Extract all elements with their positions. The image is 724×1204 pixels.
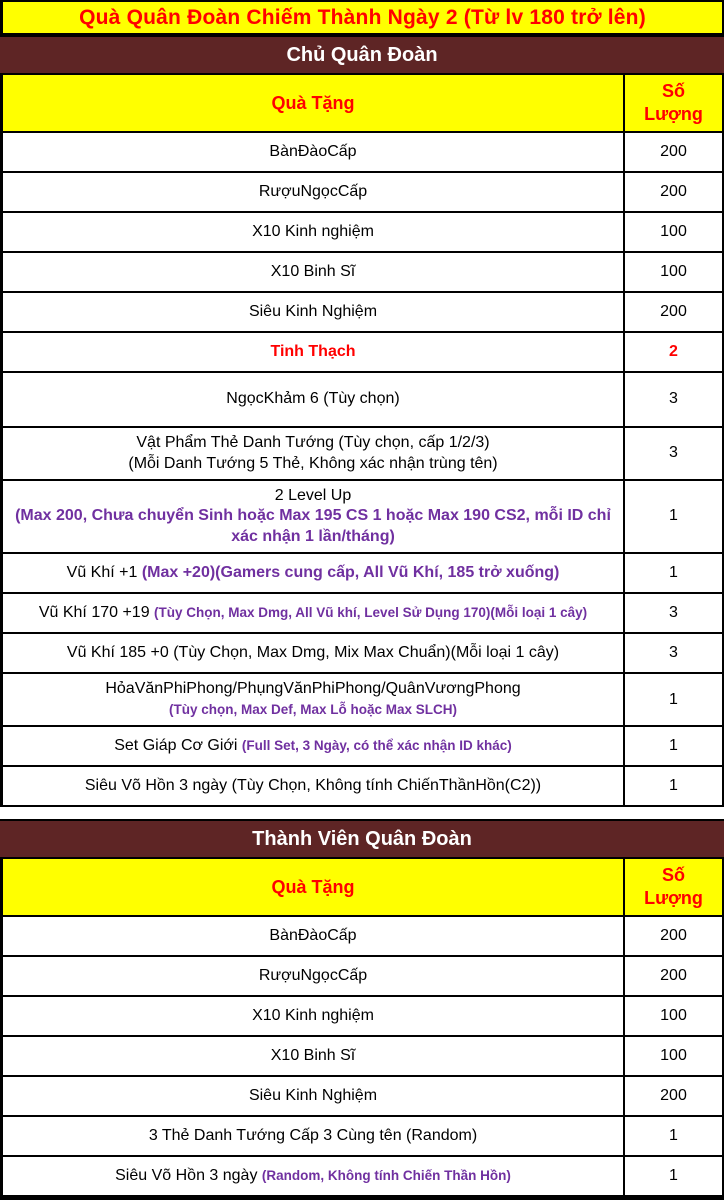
quantity-value: 100 — [660, 222, 687, 240]
gift-segment: Set Giáp Cơ Giới — [114, 737, 242, 755]
gift-cell — [3, 997, 625, 1035]
quantity-cell — [625, 133, 722, 171]
quantity-value: 3 — [669, 390, 678, 408]
reward-sections — [0, 35, 724, 1197]
quantity-cell — [625, 481, 722, 552]
table-row — [3, 1157, 722, 1197]
gift-segment: Vũ Khí 170 +19 — [38, 604, 155, 622]
gift-segment: (Tùy chọn, Max Def, Max Lỗ hoặc Max SLCH) — [168, 701, 458, 717]
table-row — [3, 1077, 722, 1117]
quantity-value: 200 — [660, 302, 687, 320]
section-thanh-vien-quan-doan — [0, 819, 724, 1197]
quantity-cell — [625, 333, 722, 371]
gift-text — [128, 433, 497, 474]
gift-segment: RượuNgọcCấp — [258, 182, 368, 200]
column-header-gift-label: Quà Tặng — [271, 92, 355, 113]
gift-text — [249, 302, 377, 322]
table-row — [3, 674, 722, 727]
gift-segment: (Random, Không tính Chiến Thần Hồn) — [261, 1168, 511, 1184]
gift-cell — [3, 428, 625, 479]
quantity-cell — [625, 957, 722, 995]
gift-text — [39, 603, 587, 623]
table-row — [3, 173, 722, 213]
gift-cell — [3, 293, 625, 331]
quantity-value: 1 — [669, 690, 678, 708]
gift-segment: (Full Set, 3 Ngày, có thể xác nhận ID khác) — [241, 738, 512, 754]
quantity-cell — [625, 997, 722, 1035]
gift-segment: Vũ Khí +1 — [66, 564, 142, 582]
gift-text — [252, 1006, 374, 1026]
page-title: Quà Quân Đoàn Chiếm Thành Ngày 2 (Từ lv 180 trở lên) — [0, 0, 724, 35]
quantity-value: 100 — [660, 1007, 687, 1025]
gift-cell — [3, 634, 625, 672]
gift-segment: Siêu Võ Hồn 3 ngày (Tùy Chọn, Không tính ChiếnThầnHồn(C2)) — [84, 777, 542, 795]
gift-cell — [3, 727, 625, 765]
quantity-cell — [625, 428, 722, 479]
gift-cell — [3, 554, 625, 592]
gift-segment: BànĐàoCấp — [269, 927, 357, 945]
quantity-cell — [625, 1117, 722, 1155]
table-row — [3, 767, 722, 807]
gift-segment: Vật Phẩm Thẻ Danh Tướng (Tùy chọn, cấp 1/2/3) — [136, 434, 490, 452]
quantity-value: 200 — [660, 182, 687, 200]
quantity-value: 1 — [669, 777, 678, 795]
table-row — [3, 428, 722, 481]
quantity-value: 2 — [669, 342, 678, 360]
gift-text — [67, 563, 560, 583]
gift-segment: (Mỗi Danh Tướng 5 Thẻ, Không xác nhận trùng tên) — [128, 454, 498, 472]
gift-segment: (Tùy Chọn, Max Dmg, All Vũ khí, Level Sử Dụng 170)(Mỗi loại 1 cây) — [154, 605, 588, 621]
gift-segment: (Max +20)(Gamers cung cấp, All Vũ Khí, 185 trở xuống) — [141, 564, 560, 582]
quantity-cell — [625, 1077, 722, 1115]
quantity-cell — [625, 554, 722, 592]
gift-segment: X10 Kinh nghiệm — [252, 1007, 374, 1025]
gift-segment: HỏaVănPhiPhong/PhụngVănPhiPhong/QuânVươngPhong — [105, 680, 521, 698]
column-header-gift — [3, 75, 625, 131]
table-row — [3, 997, 722, 1037]
gift-text — [269, 926, 356, 946]
table-row — [3, 333, 722, 373]
gift-segment: Siêu Kinh Nghiệm — [248, 1087, 378, 1105]
table-row — [3, 1037, 722, 1077]
column-header-quantity — [625, 75, 722, 131]
gift-segment: Tinh Thạch — [270, 342, 356, 360]
gift-segment: Siêu Kinh Nghiệm — [248, 302, 378, 320]
gift-segment: BànĐàoCấp — [269, 142, 357, 160]
quantity-value: 100 — [660, 262, 687, 280]
quantity-cell — [625, 917, 722, 955]
gift-text — [252, 222, 374, 242]
quantity-cell — [625, 1157, 722, 1195]
rewards-table — [0, 859, 724, 1197]
gift-cell — [3, 917, 625, 955]
gift-text — [271, 1046, 356, 1066]
quantity-cell — [625, 727, 722, 765]
gift-cell — [3, 481, 625, 552]
gift-cell — [3, 1117, 625, 1155]
column-header-row — [3, 75, 722, 133]
quantity-cell — [625, 253, 722, 291]
quantity-value: 3 — [669, 444, 678, 462]
quantity-value: 1 — [669, 564, 678, 582]
gift-text — [67, 643, 559, 663]
table-row — [3, 213, 722, 253]
table-row — [3, 957, 722, 997]
column-header-quantity-label: Số Lượng — [644, 865, 703, 909]
table-row — [3, 481, 722, 554]
gift-cell — [3, 767, 625, 805]
gift-cell — [3, 1157, 625, 1195]
column-header-gift — [3, 859, 625, 915]
gift-cell — [3, 133, 625, 171]
section-chu-quan-doan — [0, 35, 724, 807]
quantity-value: 200 — [660, 1087, 687, 1105]
quantity-value: 200 — [660, 142, 687, 160]
gift-text — [269, 142, 356, 162]
gift-text — [85, 776, 541, 796]
gift-cell — [3, 253, 625, 291]
quantity-value: 200 — [660, 967, 687, 985]
gift-text — [249, 1086, 377, 1106]
quantity-cell — [625, 594, 722, 632]
quantity-value: 3 — [669, 604, 678, 622]
gift-segment: (Max 200, Chưa chuyển Sinh hoặc Max 195 CS 1 hoặc Max 190 CS2, mỗi ID chỉ xác nhận 1 lần/tháng) — [15, 507, 611, 545]
section-title: Thành Viên Quân Đoàn — [0, 819, 724, 859]
gift-text — [259, 966, 367, 986]
table-row — [3, 373, 722, 428]
quantity-cell — [625, 373, 722, 426]
quantity-cell — [625, 1037, 722, 1075]
gift-text — [270, 342, 355, 362]
gift-cell — [3, 333, 625, 371]
table-row — [3, 594, 722, 634]
gift-segment: X10 Binh Sĩ — [270, 1047, 356, 1065]
quantity-value: 1 — [669, 737, 678, 755]
quantity-value: 100 — [660, 1047, 687, 1065]
gift-segment: RượuNgọcCấp — [258, 967, 368, 985]
gift-segment: 3 Thẻ Danh Tướng Cấp 3 Cùng tên (Random) — [148, 1127, 478, 1145]
gift-segment: 2 Level Up — [274, 487, 352, 504]
gift-cell — [3, 1037, 625, 1075]
gift-text — [115, 1166, 511, 1186]
table-row — [3, 634, 722, 674]
rewards-table — [0, 75, 724, 807]
bottom-border-bar — [0, 1197, 724, 1200]
gift-text — [149, 1126, 477, 1146]
table-row — [3, 1117, 722, 1157]
gift-text — [114, 736, 512, 756]
gift-text — [259, 182, 367, 202]
gift-segment: NgọcKhảm 6 (Tùy chọn) — [226, 390, 400, 408]
column-header-gift-label: Quà Tặng — [271, 876, 355, 897]
gift-cell — [3, 957, 625, 995]
gift-segment: X10 Binh Sĩ — [270, 262, 356, 280]
gift-text — [271, 262, 356, 282]
table-row — [3, 253, 722, 293]
gift-segment: X10 Kinh nghiệm — [252, 222, 374, 240]
gift-segment: Siêu Võ Hồn 3 ngày — [115, 1167, 262, 1185]
column-header-quantity-label: Số Lượng — [644, 81, 703, 125]
gift-text — [11, 486, 615, 547]
quantity-value: 1 — [669, 1127, 678, 1145]
gift-cell — [3, 594, 625, 632]
table-row — [3, 133, 722, 173]
quantity-cell — [625, 634, 722, 672]
gift-cell — [3, 674, 625, 725]
quantity-cell — [625, 173, 722, 211]
table-row — [3, 727, 722, 767]
gift-segment: Vũ Khí 185 +0 (Tùy Chọn, Max Dmg, Mix Max Chuẩn)(Mỗi loại 1 cây) — [66, 644, 560, 662]
quantity-value: 1 — [669, 507, 678, 525]
quantity-value: 3 — [669, 644, 678, 662]
table-row — [3, 293, 722, 333]
gift-text — [226, 389, 399, 409]
quantity-value: 1 — [669, 1167, 678, 1185]
quantity-cell — [625, 213, 722, 251]
column-header-quantity — [625, 859, 722, 915]
quantity-value: 200 — [660, 927, 687, 945]
quantity-cell — [625, 767, 722, 805]
gift-cell — [3, 1077, 625, 1115]
gift-cell — [3, 213, 625, 251]
section-title: Chủ Quân Đoàn — [0, 35, 724, 75]
column-header-row — [3, 859, 722, 917]
quantity-cell — [625, 293, 722, 331]
gift-text — [105, 679, 520, 720]
table-row — [3, 917, 722, 957]
quantity-cell — [625, 674, 722, 725]
table-row — [3, 554, 722, 594]
gift-cell — [3, 373, 625, 426]
gift-cell — [3, 173, 625, 211]
